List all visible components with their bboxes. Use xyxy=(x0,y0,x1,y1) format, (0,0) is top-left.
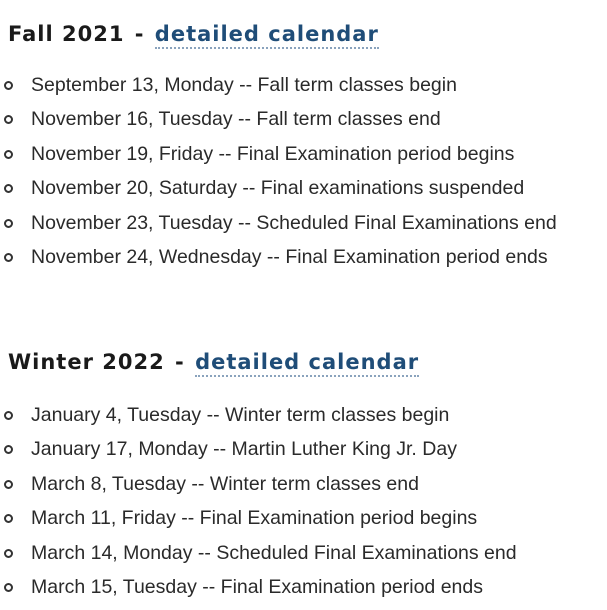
list-item-text: September 13, Monday -- Fall term classes begin xyxy=(31,74,457,96)
heading-separator: - xyxy=(134,22,145,46)
list-item xyxy=(8,467,607,501)
list-item-text: March 15, Tuesday -- Final Examination period ends xyxy=(31,575,483,598)
list-item-text: March 14, Monday -- Scheduled Final Examinations end xyxy=(31,541,517,564)
fall-2021-date-list xyxy=(8,68,607,274)
fall-2021-section xyxy=(8,20,607,274)
list-item xyxy=(8,102,607,136)
winter-2022-section xyxy=(8,348,607,604)
fall-detailed-calendar-link[interactable]: detailed calendar xyxy=(155,22,379,49)
list-item-text: January 4, Tuesday -- Winter term classes begin xyxy=(31,404,450,426)
list-item xyxy=(8,570,607,604)
circle-bullet-icon xyxy=(4,514,13,523)
list-item xyxy=(8,171,607,205)
fall-2021-title: Fall 2021 xyxy=(8,22,125,46)
winter-2022-heading xyxy=(8,348,607,376)
list-item-text: November 16, Tuesday -- Fall term classes end xyxy=(31,108,441,131)
list-item-text: January 17, Monday -- Martin Luther King Jr. Day xyxy=(31,438,457,461)
list-item xyxy=(8,536,607,570)
circle-bullet-icon xyxy=(4,445,13,454)
list-item xyxy=(8,240,607,274)
list-item xyxy=(8,68,607,102)
list-item xyxy=(8,206,607,240)
winter-2022-date-list xyxy=(8,398,607,604)
fall-2021-heading xyxy=(8,20,607,48)
list-item-text: November 20, Saturday -- Final examinations suspended xyxy=(31,177,525,200)
list-item xyxy=(8,501,607,535)
circle-bullet-icon xyxy=(4,253,13,262)
list-item xyxy=(8,137,607,171)
list-item-text: November 24, Wednesday -- Final Examination period ends xyxy=(31,245,548,268)
circle-bullet-icon xyxy=(4,480,13,489)
circle-bullet-icon xyxy=(4,219,13,228)
circle-bullet-icon xyxy=(4,150,13,159)
winter-2022-title: Winter 2022 xyxy=(8,350,165,374)
list-item xyxy=(8,432,607,466)
list-item-text: March 8, Tuesday -- Winter term classes end xyxy=(31,472,419,495)
circle-bullet-icon xyxy=(4,411,13,420)
list-item-text: November 19, Friday -- Final Examination period begins xyxy=(31,142,515,165)
circle-bullet-icon xyxy=(4,81,13,90)
circle-bullet-icon xyxy=(4,115,13,124)
list-item-text: March 11, Friday -- Final Examination period begins xyxy=(31,507,478,530)
winter-detailed-calendar-link[interactable]: detailed calendar xyxy=(195,350,419,377)
circle-bullet-icon xyxy=(4,583,13,592)
heading-separator: - xyxy=(175,350,185,374)
circle-bullet-icon xyxy=(4,549,13,558)
list-item-text: November 23, Tuesday -- Scheduled Final Examinations end xyxy=(31,211,557,234)
circle-bullet-icon xyxy=(4,184,13,193)
list-item xyxy=(8,398,607,432)
